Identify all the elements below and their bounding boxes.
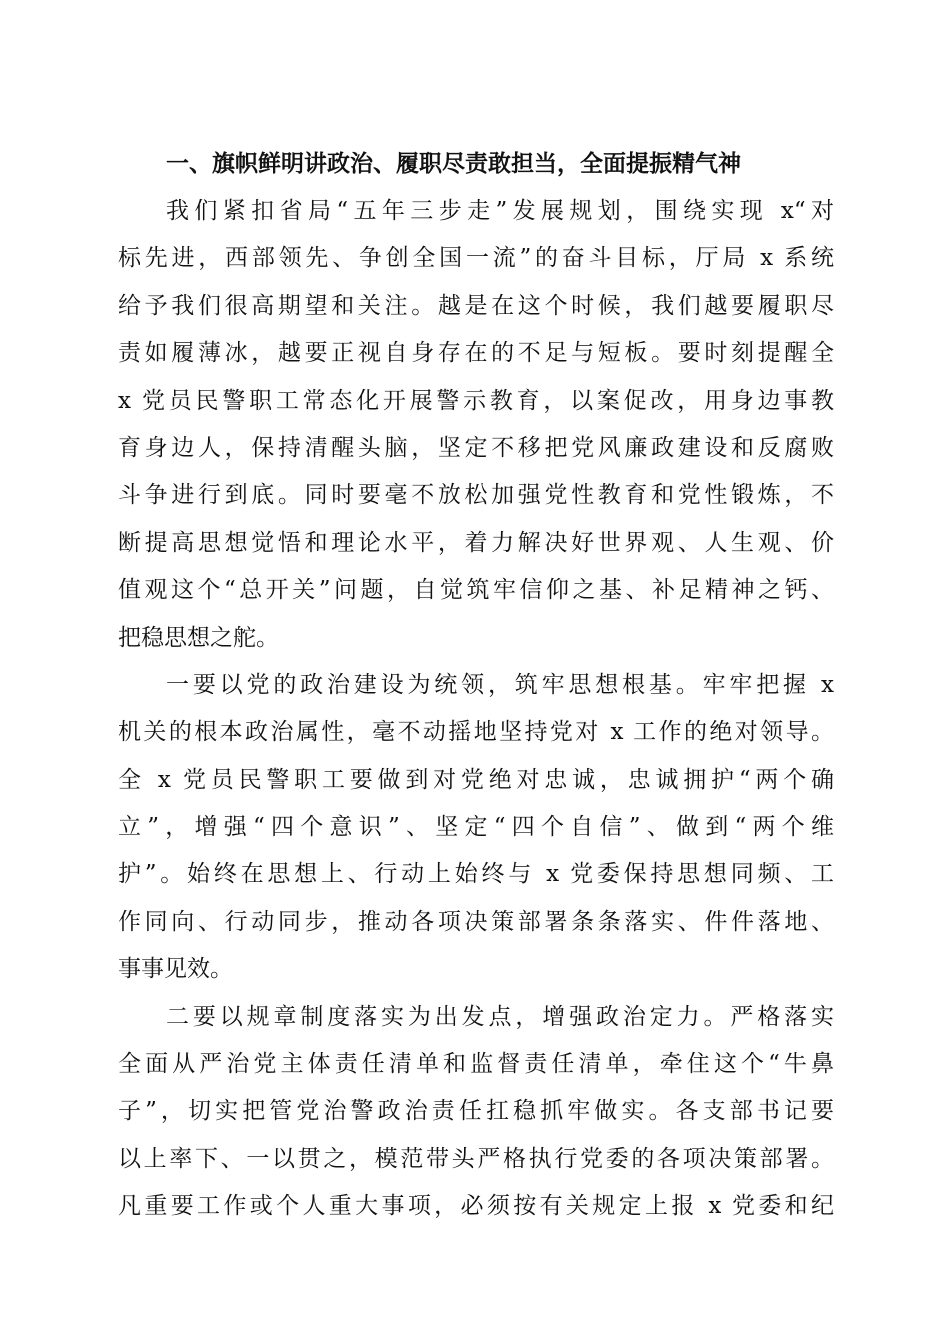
text-line: 责如履薄冰，越要正视自身存在的不足与短板。要时刻提醒全 (118, 340, 834, 367)
text-line: 作同向、行动同步，推动各项决策部署条条落实、件件落地、 (118, 908, 834, 935)
text-line: 子”，切实把管党治警政治责任扛稳抓牢做实。各支部书记要 (118, 1098, 834, 1125)
text-line: 机关的根本政治属性，毫不动摇地坚持党对 x 工作的绝对领导。 (118, 719, 834, 746)
text-line: x 党员民警职工常态化开展警示教育，以案促改，用身边事教 (118, 387, 834, 414)
paragraph-2 (118, 662, 834, 994)
text-line: 我们紧扣省局“五年三步走”发展规划，围绕实现 x“对 (166, 198, 834, 224)
text-line: 把稳思想之舵。 (118, 624, 279, 651)
text-line: 育身边人，保持清醒头脑，坚定不移把党风廉政建设和反腐败 (118, 434, 834, 461)
document-body (118, 141, 834, 1231)
paragraph-1 (118, 188, 834, 662)
text-line: 以上率下、一以贯之，模范带头严格执行党委的各项决策部署。 (118, 1145, 834, 1172)
text-line: 二要以规章制度落实为出发点，增强政治定力。严格落实 (166, 1003, 834, 1030)
text-line: 斗争进行到底。同时要毫不放松加强党性教育和党性锻炼，不 (118, 482, 834, 509)
text-line: 断提高思想觉悟和理论水平，着力解决好世界观、人生观、价 (118, 529, 834, 556)
text-line: 给予我们很高期望和关注。越是在这个时候，我们越要履职尽 (118, 292, 834, 319)
text-line: 立”，增强“四个意识”、坚定“四个自信”、做到“两个维 (118, 814, 834, 841)
text-line: 事事见效。 (118, 956, 233, 983)
text-line: 凡重要工作或个人重大事项，必须按有关规定上报 x 党委和纪 (118, 1193, 834, 1220)
text-line: 一要以党的政治建设为统领，筑牢思想根基。牢牢把握 x (166, 671, 834, 698)
section-heading: 一、旗帜鲜明讲政治、履职尽责敢担当，全面提振精气神 (166, 151, 741, 177)
text-line: 护”。始终在思想上、行动上始终与 x 党委保持思想同频、工 (118, 861, 834, 888)
text-line: 全 x 党员民警职工要做到对党绝对忠诚，忠诚拥护“两个确 (118, 766, 834, 793)
text-line: 值观这个“总开关”问题，自觉筑牢信仰之基、补足精神之钙、 (118, 577, 834, 604)
text-line: 标先进，西部领先、争创全国一流”的奋斗目标，厅局 x 系统 (118, 245, 834, 272)
text-line: 全面从严治党主体责任清单和监督责任清单，牵住这个“牛鼻 (118, 1051, 834, 1078)
paragraph-3 (118, 994, 834, 1231)
